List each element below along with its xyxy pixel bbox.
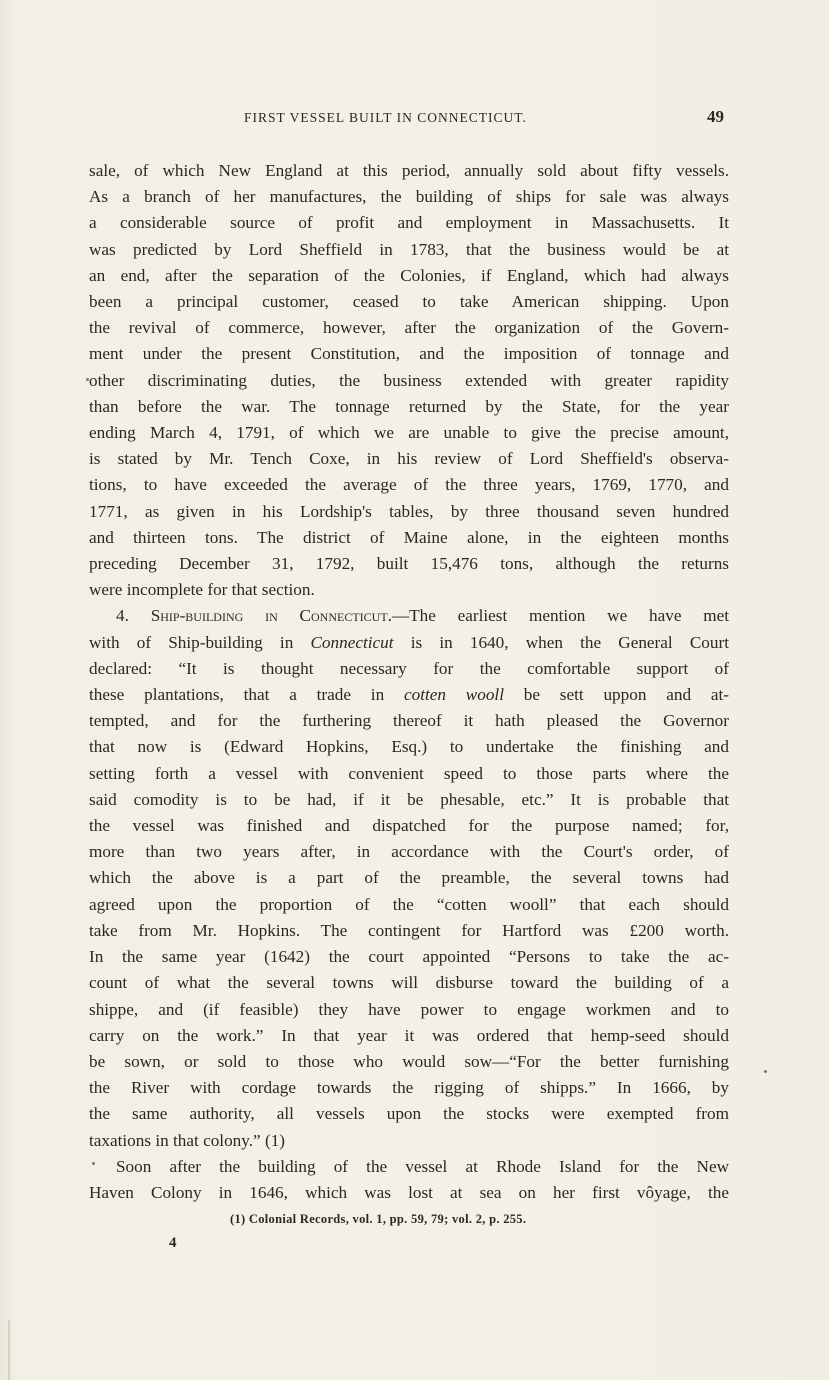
text-line: preceding December 31, 1792, built 15,476 tons, although the returns bbox=[89, 554, 729, 574]
text-line: sale, of which New England at this period, annually sold about fifty vessels. bbox=[89, 161, 729, 180]
paragraph-final bbox=[89, 1154, 729, 1206]
text-line: is stated by Mr. Tench Coxe, in his review of Lord Sheffield's observa- bbox=[89, 449, 729, 469]
ink-speck bbox=[764, 1070, 767, 1073]
text-line: the revival of commerce, however, after the organization of the Govern- bbox=[89, 318, 729, 338]
italic-text: cotten wooll bbox=[403, 685, 504, 705]
text-line: count of what the several towns will disburse toward the building of a bbox=[89, 973, 729, 993]
text-line: setting forth a vessel with convenient speed to those parts where the bbox=[89, 763, 729, 783]
text-line: taxations in that colony.” (1) bbox=[89, 1130, 286, 1150]
text-line: the River with cordage towards the rigging of shipps.” In 1666, by bbox=[89, 1078, 729, 1098]
body-text bbox=[89, 158, 729, 1206]
text-line: the same authority, all vessels upon the stocks were exempted from bbox=[89, 1104, 729, 1124]
text-line: other discriminating duties, the business extended with greater rapidity bbox=[89, 370, 729, 390]
text-line: shippe, and (if feasible) they have power to engage workmen and to bbox=[89, 999, 729, 1019]
italic-text: Connecticut bbox=[310, 632, 394, 652]
text-line: that now is (Edward Hopkins, Esq.) to undertake the finishing and bbox=[89, 737, 729, 757]
running-title: FIRST VESSEL BUILT IN CONNECTICUT. bbox=[244, 110, 527, 125]
footnote: (1) Colonial Records, vol. 1, pp. 59, 79; vol. 2, p. 255. bbox=[230, 1212, 527, 1226]
text-line: said comodity is to be had, if it be phesable, etc.” It is probable that bbox=[89, 789, 729, 809]
text-line bbox=[89, 630, 729, 656]
ink-speck bbox=[92, 1162, 95, 1165]
text-line: declared: “It is thought necessary for the comfortable support of bbox=[89, 658, 729, 678]
section-heading: Ship-building in Connecticut. bbox=[150, 606, 392, 626]
section-ship-building bbox=[89, 603, 729, 1153]
text-line: a considerable source of profit and employment in Massachusetts. It bbox=[89, 213, 729, 233]
text-line: Haven Colony in 1646, which was lost at sea on her first vôyage, the bbox=[89, 1182, 729, 1202]
text-line: carry on the work.” In that year it was ordered that hemp-seed should bbox=[89, 1025, 729, 1045]
text-fragment: with of Ship-building in bbox=[89, 632, 311, 652]
text-fragment: be sett uppon and at- bbox=[503, 685, 729, 705]
ink-speck bbox=[86, 378, 89, 381]
text-line: be sown, or sold to those who would sow—“For the better furnishing bbox=[89, 1051, 729, 1071]
text-line: agreed upon the proportion of the “cotten wooll” that each should bbox=[89, 894, 729, 914]
text-line: In the same year (1642) the court appointed “Persons to take the ac- bbox=[89, 947, 729, 967]
text-line: than before the war. The tonnage returned by the State, for the year bbox=[89, 396, 729, 416]
text-line: ment under the present Constitution, and the imposition of tonnage and bbox=[89, 344, 729, 364]
page-number: 49 bbox=[707, 107, 724, 126]
text-line bbox=[89, 682, 729, 708]
paragraph-continued bbox=[89, 158, 729, 603]
text-line: Soon after the building of the vessel at Rhode Island for the New bbox=[116, 1156, 729, 1176]
running-head bbox=[92, 107, 730, 131]
text-line: the vessel was finished and dispatched for the purpose named; for, bbox=[89, 816, 729, 836]
text-line: was predicted by Lord Sheffield in 1783, that the business would be at bbox=[89, 239, 729, 259]
signature-mark: 4 bbox=[169, 1235, 177, 1251]
text-line: As a branch of her manufactures, the building of ships for sale was always bbox=[89, 187, 729, 207]
text-line: which the above is a part of the preamble, the several towns had bbox=[89, 868, 729, 888]
section-first-line bbox=[89, 603, 729, 629]
text-line: and thirteen tons. The district of Maine alone, in the eighteen months bbox=[89, 527, 729, 547]
text-line: tions, to have exceeded the average of the three years, 1769, 1770, and bbox=[89, 475, 729, 495]
text-line: more than two years after, in accordance with the Court's order, of bbox=[89, 842, 729, 862]
text-line: 1771, as given in his Lordship's tables, by three thousand seven hundred bbox=[89, 501, 729, 521]
text-fragment: these plantations, that a trade in bbox=[89, 685, 404, 705]
text-line: an end, after the separation of the Colonies, if England, which had always bbox=[89, 265, 729, 285]
text-line: been a principal customer, ceased to take American shipping. Upon bbox=[89, 292, 729, 312]
text-line: tempted, and for the furthering thereof it hath pleased the Governor bbox=[89, 711, 729, 731]
text-line: were incomplete for that section. bbox=[89, 580, 315, 600]
text-fragment: is in 1640, when the General Court bbox=[393, 632, 729, 652]
text-fragment: The earliest mention we have met bbox=[409, 606, 729, 626]
heading-dash: — bbox=[391, 606, 410, 626]
section-number: 4. bbox=[116, 606, 129, 626]
page-edge-mark bbox=[8, 1320, 10, 1380]
text-line: ending March 4, 1791, of which we are unable to give the precise amount, bbox=[89, 423, 729, 443]
text-line: take from Mr. Hopkins. The contingent for Hartford was £200 worth. bbox=[89, 920, 729, 940]
